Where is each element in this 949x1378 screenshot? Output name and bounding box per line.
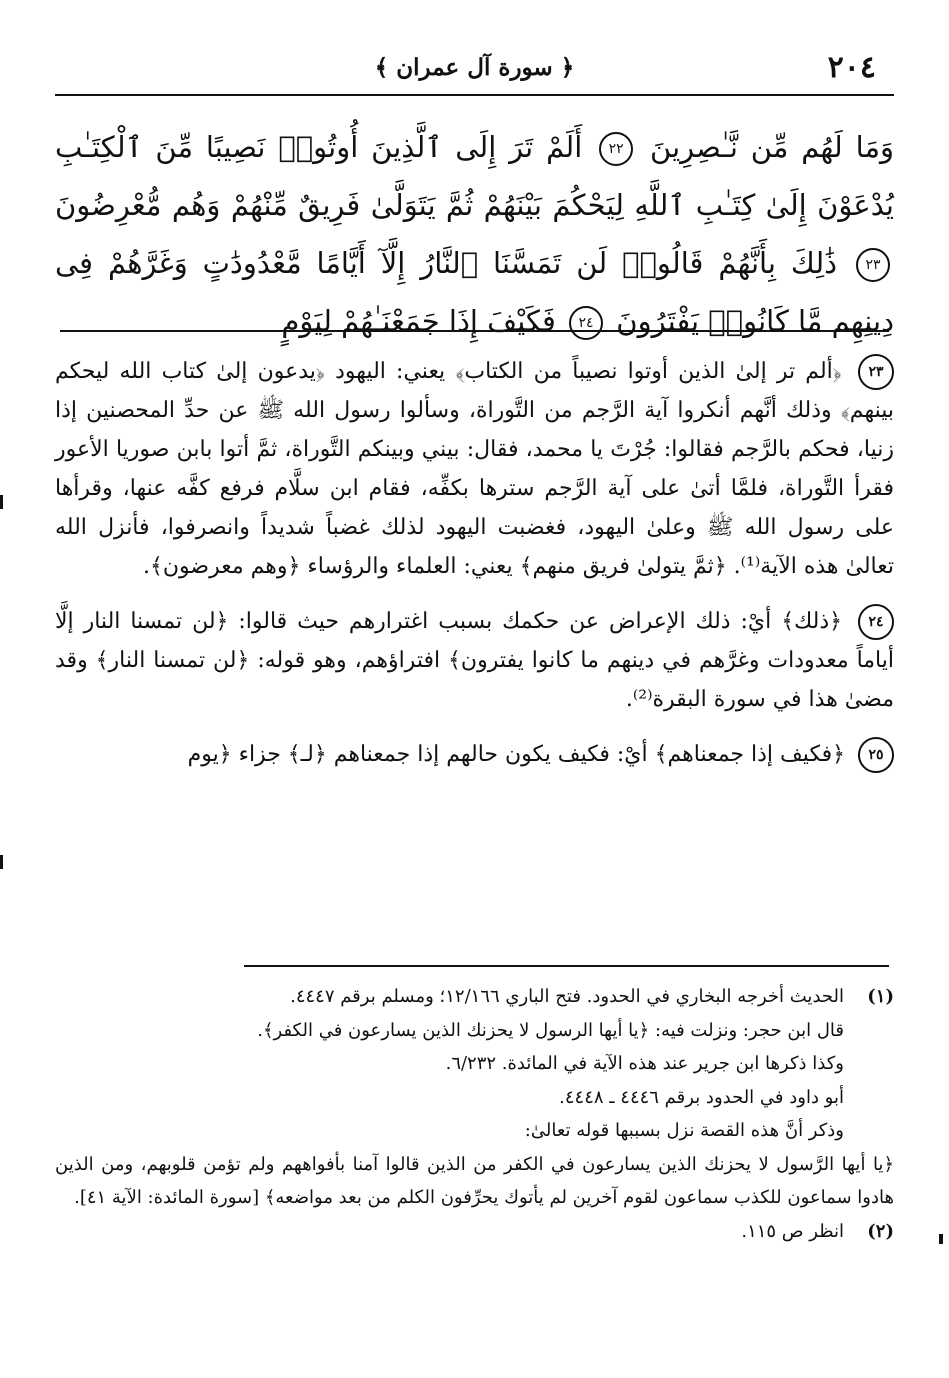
footnote-text: الحديث أخرجه البخاري في الحدود. فتح الباري ١٢/١٦٦؛ ومسلم برقم ٤٤٤٧. [290,986,844,1007]
scan-edge-mark [939,1234,943,1244]
verse-text: وَمَا لَهُم مِّن نَّـٰصِرِينَ [650,130,894,164]
verse-text: ذَٰلِكَ بِأَنَّهُمْ قَالُوا۟ لَن تَمَسَّنَا ٱلنَّارُ إِلَّآ أَيَّامًا مَّعْدُودَٰتٍ وَغَرَّهُمْ فِى دِينِهِم مَّا كَانُوا۟ يَفْتَرُونَ [55,246,894,338]
footnote-text: قال ابن حجر: ونزلت فيه: ﴿يا أيها الرسول لا يحزنك الذين يسارعون في الكفر﴾. [257,1019,844,1041]
footnote-number: (٢) [867,1220,894,1242]
footnote-text: ﴿يا أيها الرَّسول لا يحزنك الذين يسارعون في الكفر من الذين قالوا آمنا بأفواههم ولم تؤمن قلوبهم، ومن الذين هادوا سماعون للكذب سماعون لقوم آخرين لم يأتوك يحرِّفون الكلم من بعد مواضعه﴾ [سورة المائدة: الآية ٤١]. [55,1153,894,1208]
verse-text: أَلَمْ تَرَ إِلَى ٱلَّذِينَ أُوتُوا۟ نَصِيبًا مِّنَ ٱلْكِتَـٰبِ يُدْعَوْنَ إِلَىٰ كِتَـٰبِ ٱللَّهِ لِيَحْكُمَ بَيْنَهُمْ ثُمَّ يَتَوَلَّىٰ فَرِيقٌ مِّنْهُمْ وَهُم مُّعْرِضُونَ [55,130,894,222]
scan-edge-mark [0,855,3,869]
commentary-verse-number: ٢٥ [858,737,894,773]
commentary-text: ﴿فكيف إذا جمعناهم﴾ أيْ: فكيف يكون حالهم إذا جمعناهم ﴿لـ﴾ جزاء ﴿يوم [187,742,845,767]
footnote-text: أبو داود في الحدود برقم ٤٤٤٦ ـ ٤٤٤٨. [559,1086,844,1108]
commentary-text: ﴿ذلك﴾ أيْ: ذلك الإعراض عن حكمك بسبب اغترارهم حيث قالوا: ﴿لن تمسنا النار إلَّا أياماً معدودات وغرَّهم في دينهم ما كانوا يفترون﴾ افتراؤهم، وهو قوله: ﴿لن تمسنا النار﴾ وقد مضىٰ هذا في سورة البقرة⁽²⁾. [55,609,894,712]
verses-divider [60,330,889,332]
page-header [55,50,894,96]
footnote-text: انظر ص ١١٥. [741,1220,844,1242]
footnote-line [55,980,894,1014]
footnote-line [55,1081,894,1115]
commentary-block [55,735,894,774]
quran-verses [55,118,894,350]
page-number: ٢٠٤ [827,50,876,85]
scan-edge-mark [0,495,3,509]
commentary-block [55,602,894,719]
footnote-text: وذكر أنَّ هذه القصة نزل بسببها قوله تعالىٰ: [524,1120,844,1141]
footnotes-divider [244,965,889,967]
footnote-line [55,1047,894,1081]
surah-title: ﴿ سورة آل عمران ﴾ [374,54,575,81]
commentary-verse-number: ٢٤ [858,604,894,640]
verse-text: فَكَيْفَ إِذَا جَمَعْنَـٰهُمْ لِيَوْمٍ [281,304,556,338]
footnote-line [55,1114,894,1148]
footnote-number: (١) [867,986,894,1007]
verse-number-marker: ٢٤ [569,306,603,340]
footnote-line [55,1215,894,1249]
verse-number-marker: ٢٣ [856,248,890,282]
commentary-text: ﴿ألم تر إلىٰ الذين أوتوا نصيباً من الكتاب﴾ يعني: اليهود ﴿يدعون إلىٰ كتاب الله ليحكم بينهم﴾ وذلك أنَّهم أنكروا آية الرَّجم من التَّوراة، وسألوا رسول الله ﷺ عن حدِّ المحصنين إذا زنيا، فحكم بالرَّجم فقالوا: جُرْتَ يا محمد، فقال: بيني وبينكم التَّوراة، ثمَّ أتوا بابن صوريا الأعور فقرأ التَّوراة، فلمَّا أتىٰ على آية الرَّجم سترها بكفِّه، فقام ابن سلَّام فرفع كفَّه عنها، وقرأها على رسول الله ﷺ وعلىٰ اليهود، فغضبت اليهود لذلك غضباً شديداً وانصرفوا، فأنزل الله تعالىٰ هذه الآية⁽¹⁾. ﴿ثمَّ يتولىٰ فريق منهم﴾ يعني: العلماء والرؤساء ﴿وهم معرضون﴾. [55,359,895,579]
footnotes [55,980,894,1248]
commentary-block [55,352,894,586]
tafsir-commentary [55,352,894,790]
footnote-line [55,1148,894,1215]
footnote-line [55,1014,894,1048]
verse-number-marker: ٢٢ [599,132,633,166]
commentary-verse-number: ٢٣ [858,354,894,390]
footnote-text: وكذا ذكرها ابن جرير عند هذه الآية في المائدة. ٦/٢٣٢. [445,1053,844,1074]
